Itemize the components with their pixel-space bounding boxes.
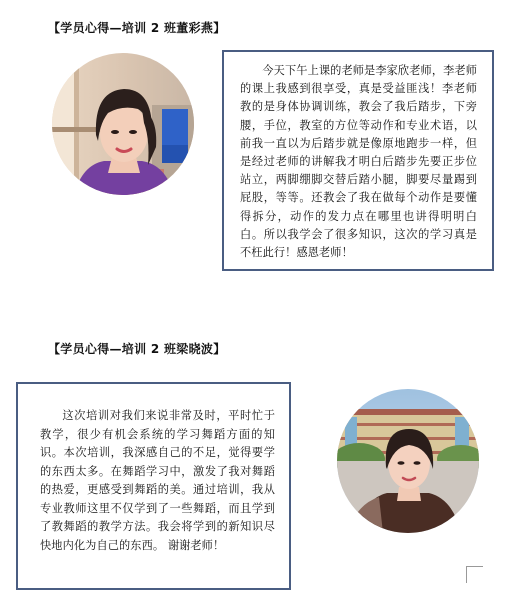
section-2-heading: 【学员心得—培训 2 班梁晓波】 — [48, 342, 226, 356]
section-1-text: 今天下午上课的老师是李家欣老师，李老师的课上我感到很享受，真是受益匪浅！李老师教的是身体协调训练，教会了我后踏步，下旁腰，手位，教室的方位等动作和专业术语，以前我一直以为后踏步就是像原地跑步一样，但是经过老师的讲解我才明白后踏步先要正步位站立，两脚绷脚交替后踏小腿，脚要尽量踢到屁股，等等。还教会了我在做每个动作是要懂得拆分，动作的发力点在哪里也讲得明明白白。所以我学会了很多知识，这次的学习真是不枉此行！感恩老师！ — [240, 64, 477, 260]
section-2-text-box — [16, 382, 291, 590]
section-1-heading: 【学员心得—培训 2 班董彩燕】 — [48, 21, 226, 35]
student-1-photo — [52, 53, 194, 195]
section-2-text: 这次培训对我们来说非常及时，平时忙于教学，很少有机会系统的学习舞蹈方面的知识。本次培训，我深感自己的不足，觉得要学的东西太多。在舞蹈学习中，激发了我对舞蹈的热爱，更感受到舞蹈的美。通过培训，我从专业教师这里不仅学到了一些舞蹈，而且学到了教舞蹈的教学方法。我会将学到的新知识尽快地内化为自己的东西。 谢谢老师！ — [40, 409, 275, 552]
section-1-text-box — [222, 50, 494, 271]
student-2-photo — [337, 389, 479, 533]
crop-mark-bottom-right — [466, 566, 483, 583]
